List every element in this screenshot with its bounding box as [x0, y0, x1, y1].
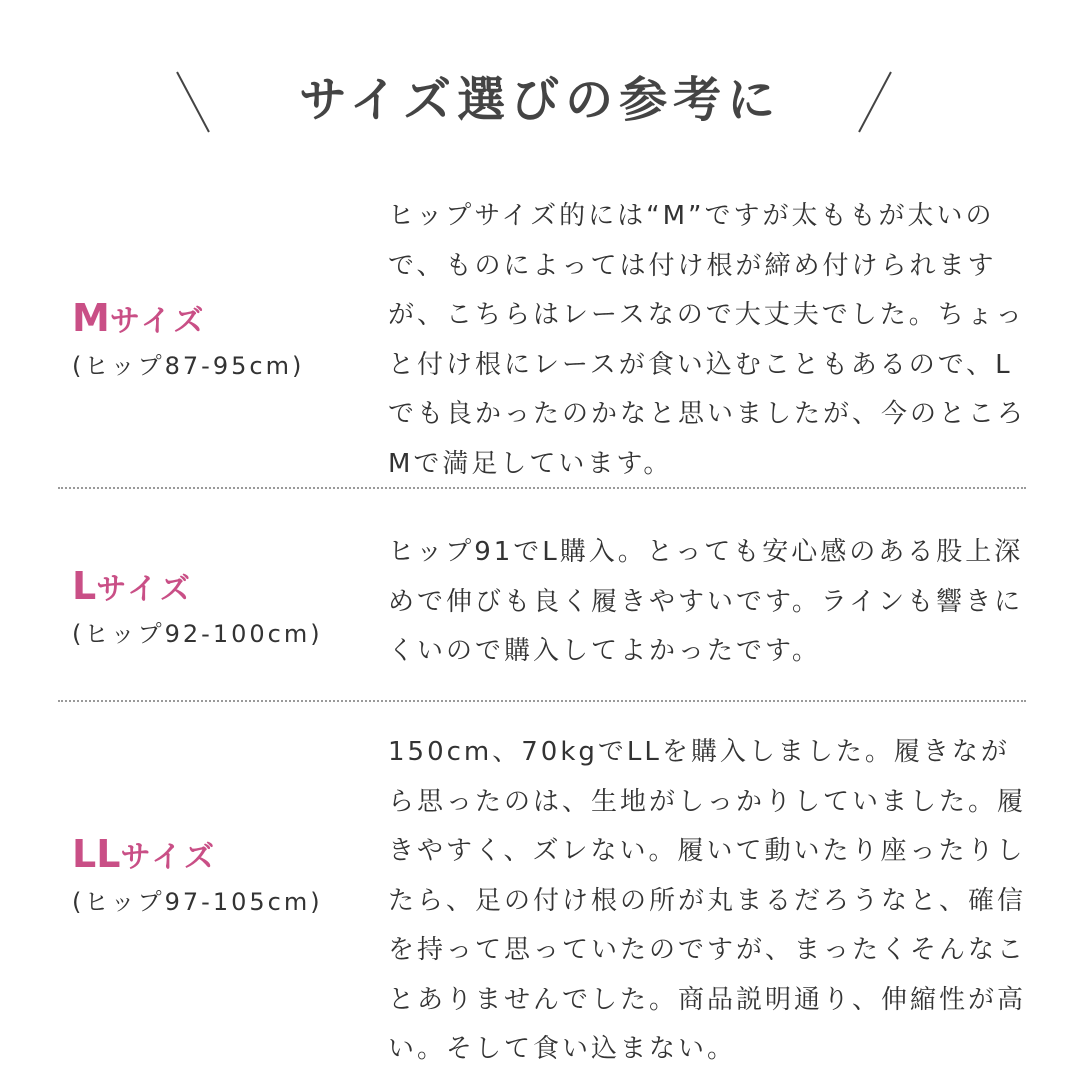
size-section-l — [58, 526, 1026, 686]
hip-range-m: (ヒップ87-95cm) — [72, 352, 305, 380]
hip-range-ll: (ヒップ97-105cm) — [72, 888, 323, 916]
review-text-m: ヒップサイズ的には“M”ですが太ももが太いので、ものによっては付け根が締め付けられますが、こちらはレースなので大丈夫でした。ちょっと付け根にレースが食い込むこともあるので、Lでも良かったのかなと思いましたが、今のところMで満足しています。 — [388, 201, 1027, 479]
title-area — [0, 60, 1080, 140]
section-divider — [58, 487, 1026, 489]
review-text-ll: 150cm、70kgでLLを購入しました。履きながら思ったのは、生地がしっかりしていました。履きやすく、ズレない。履いて動いたり座ったりしたら、足の付け根の所が丸まるだろうなと、確信を持って思っていたのですが、まったくそんなことありませんでした。商品説明通り、伸縮性が高い。そして食い込まない。 — [388, 737, 1027, 1064]
hip-range-l: (ヒップ92-100cm) — [72, 620, 323, 648]
page-title: サイズ選びの参考に — [298, 72, 782, 128]
size-name-l: Lサイズ — [72, 564, 193, 608]
size-section-m — [58, 190, 1027, 479]
review-text-l: ヒップ91でL購入。とっても安心感のある股上深めで伸びも良く履きやすいです。ラインも響きにくいので購入してよかったです。 — [388, 537, 1024, 666]
size-label-l — [72, 562, 323, 650]
size-section-ll — [58, 726, 1027, 1064]
size-name-ll: LLサイズ — [72, 832, 218, 876]
size-label-ll — [72, 830, 323, 918]
size-name-m: Mサイズ — [72, 296, 207, 340]
section-divider — [58, 700, 1026, 702]
size-label-m — [72, 294, 304, 382]
